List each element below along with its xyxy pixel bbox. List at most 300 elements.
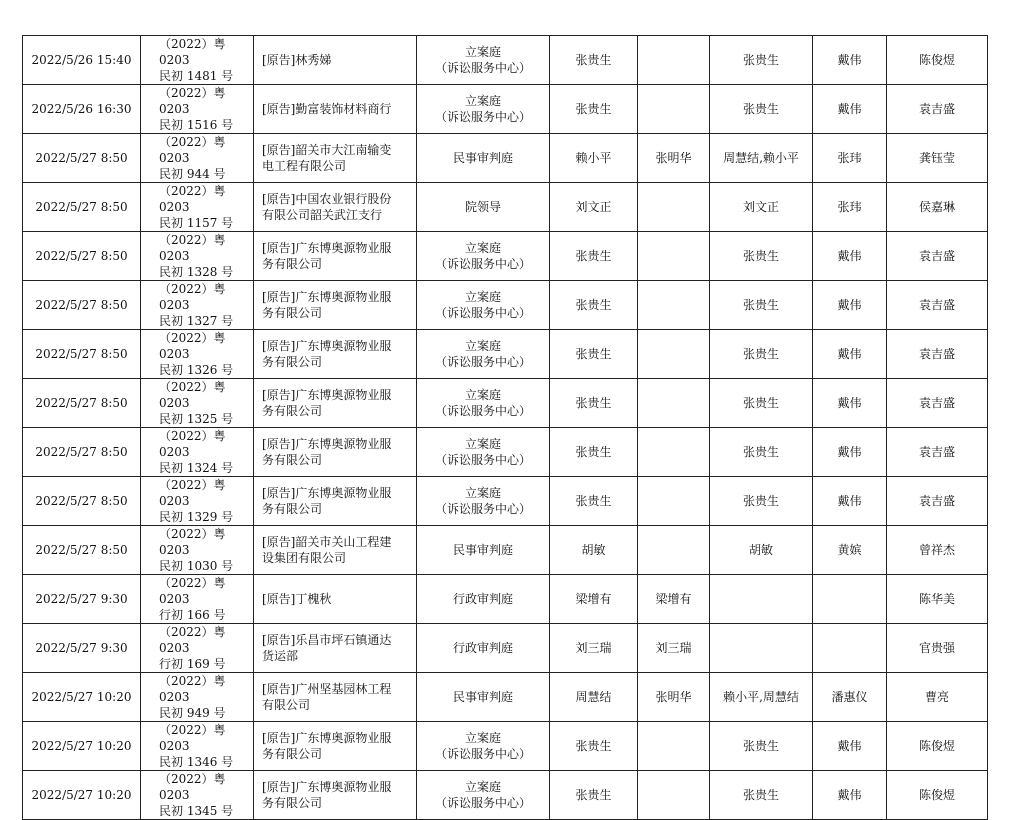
party-cell <box>254 281 417 330</box>
case-number-line: 民初 1516 号 <box>159 118 234 132</box>
panel-members-cell <box>710 771 813 820</box>
department-cell <box>417 771 550 820</box>
party-cell <box>254 330 417 379</box>
presiding-judge-cell <box>638 232 710 281</box>
assistant-line: 袁吉盛 <box>918 347 955 361</box>
clerk-line: 戴伟 <box>837 347 862 361</box>
presiding-judge-cell <box>638 330 710 379</box>
presiding-judge-cell <box>638 36 710 85</box>
department-line: （诉讼服务中心） <box>434 306 531 320</box>
department-line: 立案庭 <box>464 94 501 108</box>
clerk-line: 戴伟 <box>837 788 862 802</box>
assistant-line: 侯嘉琳 <box>918 200 955 214</box>
hearing-time-cell <box>23 36 141 85</box>
presiding-judge-cell <box>638 624 710 673</box>
judge-line: 周慧结 <box>575 690 612 704</box>
hearing-time-line: 2022/5/27 10:20 <box>31 739 132 753</box>
table-row <box>23 232 988 281</box>
hearing-time-cell <box>23 722 141 771</box>
clerk-line: 张玮 <box>837 200 862 214</box>
judge-cell <box>550 330 638 379</box>
assistant-line: 陈俊煜 <box>918 788 955 802</box>
party-line: [原告]乐昌市坪石镇通达 <box>262 633 392 647</box>
assistant-cell <box>887 526 988 575</box>
hearing-time-cell <box>23 330 141 379</box>
presiding-judge-cell <box>638 281 710 330</box>
assistant-line: 官贵强 <box>918 641 955 655</box>
clerk-line: 戴伟 <box>837 739 862 753</box>
judge-line: 刘三瑞 <box>575 641 612 655</box>
hearing-time-line: 2022/5/27 9:30 <box>35 641 128 655</box>
table-row <box>23 281 988 330</box>
presiding-judge-line: 刘三瑞 <box>655 641 692 655</box>
panel-members-cell <box>710 575 813 624</box>
department-line: 立案庭 <box>464 241 501 255</box>
party-cell <box>254 134 417 183</box>
panel-members-line: 胡敏 <box>748 543 773 557</box>
department-line: （诉讼服务中心） <box>434 355 531 369</box>
case-number-line: 民初 1324 号 <box>159 461 234 475</box>
party-line: 设集团有限公司 <box>262 551 347 565</box>
department-line: （诉讼服务中心） <box>434 61 531 75</box>
table-row <box>23 477 988 526</box>
case-number-line: （2022）粤 0203 <box>159 135 226 165</box>
hearing-time-line: 2022/5/27 8:50 <box>35 445 128 459</box>
case-number-line: （2022）粤 0203 <box>159 723 226 753</box>
assistant-line: 陈华美 <box>918 592 955 606</box>
party-line: [原告]广东博奥源物业服 <box>262 437 392 451</box>
case-number-cell <box>141 722 254 771</box>
panel-members-line: 张贵生 <box>742 102 779 116</box>
party-cell <box>254 36 417 85</box>
case-number-cell <box>141 134 254 183</box>
party-cell <box>254 428 417 477</box>
assistant-line: 袁吉盛 <box>918 445 955 459</box>
department-cell <box>417 526 550 575</box>
department-line: （诉讼服务中心） <box>434 502 531 516</box>
panel-members-cell <box>710 330 813 379</box>
department-line: （诉讼服务中心） <box>434 796 531 810</box>
party-cell <box>254 183 417 232</box>
judge-cell <box>550 526 638 575</box>
panel-members-cell <box>710 281 813 330</box>
assistant-line: 龚钰莹 <box>918 151 955 165</box>
hearing-time-cell <box>23 477 141 526</box>
department-cell <box>417 281 550 330</box>
case-number-line: （2022）粤 0203 <box>159 576 226 606</box>
judge-cell <box>550 183 638 232</box>
presiding-judge-cell <box>638 575 710 624</box>
presiding-judge-cell <box>638 771 710 820</box>
assistant-line: 袁吉盛 <box>918 102 955 116</box>
department-line: 立案庭 <box>464 45 501 59</box>
judge-line: 张贵生 <box>575 739 612 753</box>
presiding-judge-cell <box>638 379 710 428</box>
case-number-line: （2022）粤 0203 <box>159 37 226 67</box>
hearing-time-line: 2022/5/27 8:50 <box>35 200 128 214</box>
panel-members-cell <box>710 428 813 477</box>
assistant-line: 陈俊煜 <box>918 53 955 67</box>
panel-members-cell <box>710 183 813 232</box>
hearing-time-line: 2022/5/27 8:50 <box>35 249 128 263</box>
table-row <box>23 379 988 428</box>
clerk-cell <box>813 771 887 820</box>
party-line: [原告]韶关市大江南输变 <box>262 143 392 157</box>
party-line: [原告]广州坚基园林工程 <box>262 682 392 696</box>
case-number-cell <box>141 183 254 232</box>
department-line: （诉讼服务中心） <box>434 257 531 271</box>
judge-line: 张贵生 <box>575 347 612 361</box>
assistant-line: 袁吉盛 <box>918 298 955 312</box>
party-cell <box>254 624 417 673</box>
clerk-cell <box>813 428 887 477</box>
department-line: 立案庭 <box>464 437 501 451</box>
case-number-cell <box>141 526 254 575</box>
case-number-cell <box>141 673 254 722</box>
hearing-time-cell <box>23 379 141 428</box>
judge-cell <box>550 673 638 722</box>
judge-line: 赖小平 <box>575 151 612 165</box>
clerk-cell <box>813 134 887 183</box>
panel-members-line: 张贵生 <box>742 298 779 312</box>
hearing-time-cell <box>23 771 141 820</box>
department-cell <box>417 379 550 428</box>
party-line: 务有限公司 <box>262 257 323 271</box>
table-row <box>23 722 988 771</box>
assistant-cell <box>887 771 988 820</box>
clerk-line: 戴伟 <box>837 396 862 410</box>
hearing-time-line: 2022/5/27 9:30 <box>35 592 128 606</box>
panel-members-line: 张贵生 <box>742 445 779 459</box>
department-line: （诉讼服务中心） <box>434 110 531 124</box>
hearing-time-cell <box>23 673 141 722</box>
department-line: 立案庭 <box>464 388 501 402</box>
assistant-cell <box>887 379 988 428</box>
panel-members-cell <box>710 85 813 134</box>
party-line: 务有限公司 <box>262 453 323 467</box>
judge-cell <box>550 771 638 820</box>
hearing-time-cell <box>23 232 141 281</box>
party-cell <box>254 379 417 428</box>
judge-cell <box>550 281 638 330</box>
case-number-line: 民初 1346 号 <box>159 755 234 769</box>
table-row <box>23 36 988 85</box>
department-line: （诉讼服务中心） <box>434 453 531 467</box>
department-line: （诉讼服务中心） <box>434 747 531 761</box>
case-number-line: （2022）粤 0203 <box>159 478 226 508</box>
clerk-cell <box>813 575 887 624</box>
judge-cell <box>550 575 638 624</box>
case-number-line: 民初 1329 号 <box>159 510 234 524</box>
party-line: [原告]林秀娣 <box>262 53 332 67</box>
party-line: 有限公司 <box>262 698 311 712</box>
assistant-cell <box>887 232 988 281</box>
department-line: 民事审判庭 <box>452 543 513 557</box>
assistant-line: 袁吉盛 <box>918 249 955 263</box>
department-cell <box>417 428 550 477</box>
party-line: [原告]广东博奥源物业服 <box>262 731 392 745</box>
judge-cell <box>550 379 638 428</box>
case-number-line: 民初 1326 号 <box>159 363 234 377</box>
case-number-cell <box>141 771 254 820</box>
panel-members-line: 张贵生 <box>742 53 779 67</box>
presiding-judge-cell <box>638 85 710 134</box>
hearing-time-line: 2022/5/27 8:50 <box>35 396 128 410</box>
party-cell <box>254 575 417 624</box>
case-number-cell <box>141 85 254 134</box>
panel-members-cell <box>710 134 813 183</box>
panel-members-line: 刘文正 <box>742 200 779 214</box>
assistant-line: 袁吉盛 <box>918 494 955 508</box>
case-number-cell <box>141 428 254 477</box>
hearing-time-line: 2022/5/27 8:50 <box>35 494 128 508</box>
case-number-line: （2022）粤 0203 <box>159 674 226 704</box>
party-line: [原告]广东博奥源物业服 <box>262 388 392 402</box>
department-cell <box>417 36 550 85</box>
judge-line: 张贵生 <box>575 494 612 508</box>
table-row <box>23 771 988 820</box>
table-row <box>23 428 988 477</box>
hearing-time-cell <box>23 624 141 673</box>
hearing-schedule-table <box>22 35 988 820</box>
hearing-time-line: 2022/5/27 10:20 <box>31 788 132 802</box>
party-line: 务有限公司 <box>262 796 323 810</box>
assistant-cell <box>887 477 988 526</box>
party-cell <box>254 85 417 134</box>
judge-line: 梁增有 <box>575 592 612 606</box>
hearing-time-line: 2022/5/27 10:20 <box>31 690 132 704</box>
party-line: 货运部 <box>262 649 299 663</box>
clerk-line: 戴伟 <box>837 53 862 67</box>
hearing-time-line: 2022/5/27 8:50 <box>35 347 128 361</box>
case-number-cell <box>141 379 254 428</box>
table-row <box>23 85 988 134</box>
panel-members-cell <box>710 36 813 85</box>
case-number-line: 民初 1328 号 <box>159 265 234 279</box>
case-number-line: 民初 944 号 <box>159 167 226 181</box>
presiding-judge-cell <box>638 183 710 232</box>
judge-line: 张贵生 <box>575 298 612 312</box>
judge-cell <box>550 722 638 771</box>
hearing-time-cell <box>23 281 141 330</box>
hearing-time-line: 2022/5/26 16:30 <box>31 102 132 116</box>
panel-members-cell <box>710 477 813 526</box>
judge-line: 张贵生 <box>575 249 612 263</box>
assistant-cell <box>887 428 988 477</box>
hearing-time-line: 2022/5/27 8:50 <box>35 543 128 557</box>
panel-members-cell <box>710 624 813 673</box>
schedule-rows <box>23 36 988 820</box>
panel-members-line: 张贵生 <box>742 788 779 802</box>
presiding-judge-cell <box>638 673 710 722</box>
party-line: 务有限公司 <box>262 306 323 320</box>
party-line: 务有限公司 <box>262 747 323 761</box>
panel-members-cell <box>710 232 813 281</box>
case-number-line: （2022）粤 0203 <box>159 86 226 116</box>
party-line: 务有限公司 <box>262 404 323 418</box>
case-number-line: 民初 1030 号 <box>159 559 234 573</box>
table-row <box>23 183 988 232</box>
presiding-judge-cell <box>638 134 710 183</box>
assistant-line: 陈俊煜 <box>918 739 955 753</box>
case-number-line: 民初 1157 号 <box>159 216 234 230</box>
hearing-time-cell <box>23 428 141 477</box>
clerk-cell <box>813 379 887 428</box>
assistant-line: 曹亮 <box>924 690 949 704</box>
hearing-time-cell <box>23 134 141 183</box>
hearing-time-cell <box>23 85 141 134</box>
assistant-cell <box>887 722 988 771</box>
clerk-line: 戴伟 <box>837 249 862 263</box>
panel-members-line: 张贵生 <box>742 249 779 263</box>
hearing-time-cell <box>23 183 141 232</box>
panel-members-line: 张贵生 <box>742 396 779 410</box>
clerk-line: 黄嫔 <box>837 543 862 557</box>
case-number-line: 行初 169 号 <box>159 657 226 671</box>
judge-line: 张贵生 <box>575 102 612 116</box>
party-line: 有限公司韶关武江支行 <box>262 208 383 222</box>
department-line: 立案庭 <box>464 339 501 353</box>
department-line: 行政审判庭 <box>452 592 513 606</box>
presiding-judge-line: 张明华 <box>655 690 692 704</box>
case-number-line: 民初 949 号 <box>159 706 226 720</box>
department-cell <box>417 85 550 134</box>
department-cell <box>417 722 550 771</box>
presiding-judge-cell <box>638 722 710 771</box>
table-row <box>23 526 988 575</box>
department-cell <box>417 575 550 624</box>
judge-cell <box>550 624 638 673</box>
assistant-cell <box>887 134 988 183</box>
department-line: 民事审判庭 <box>452 690 513 704</box>
judge-line: 胡敏 <box>581 543 606 557</box>
department-cell <box>417 183 550 232</box>
presiding-judge-cell <box>638 526 710 575</box>
department-line: 行政审判庭 <box>452 641 513 655</box>
clerk-line: 戴伟 <box>837 102 862 116</box>
clerk-cell <box>813 281 887 330</box>
case-number-cell <box>141 575 254 624</box>
case-number-line: 民初 1481 号 <box>159 69 234 83</box>
party-cell <box>254 673 417 722</box>
assistant-cell <box>887 85 988 134</box>
clerk-line: 戴伟 <box>837 494 862 508</box>
party-line: 务有限公司 <box>262 502 323 516</box>
clerk-line: 戴伟 <box>837 445 862 459</box>
department-cell <box>417 330 550 379</box>
clerk-cell <box>813 36 887 85</box>
panel-members-cell <box>710 673 813 722</box>
panel-members-line: 张贵生 <box>742 347 779 361</box>
department-line: 立案庭 <box>464 780 501 794</box>
case-number-line: （2022）粤 0203 <box>159 429 226 459</box>
department-cell <box>417 232 550 281</box>
judge-cell <box>550 428 638 477</box>
case-number-line: （2022）粤 0203 <box>159 625 226 655</box>
hearing-time-line: 2022/5/27 8:50 <box>35 298 128 312</box>
assistant-cell <box>887 673 988 722</box>
department-line: 立案庭 <box>464 290 501 304</box>
presiding-judge-line: 张明华 <box>655 151 692 165</box>
party-line: 电工程有限公司 <box>262 159 347 173</box>
clerk-cell <box>813 673 887 722</box>
party-cell <box>254 722 417 771</box>
judge-line: 刘文正 <box>575 200 612 214</box>
table-row <box>23 624 988 673</box>
case-number-line: 行初 166 号 <box>159 608 226 622</box>
department-cell <box>417 134 550 183</box>
clerk-cell <box>813 85 887 134</box>
case-number-line: （2022）粤 0203 <box>159 282 226 312</box>
case-number-cell <box>141 36 254 85</box>
department-cell <box>417 477 550 526</box>
table-row <box>23 134 988 183</box>
judge-cell <box>550 134 638 183</box>
table-row <box>23 673 988 722</box>
case-number-cell <box>141 477 254 526</box>
case-number-line: （2022）粤 0203 <box>159 380 226 410</box>
table-row <box>23 575 988 624</box>
party-cell <box>254 526 417 575</box>
panel-members-line: 张贵生 <box>742 494 779 508</box>
panel-members-cell <box>710 379 813 428</box>
department-line: 民事审判庭 <box>452 151 513 165</box>
assistant-cell <box>887 575 988 624</box>
assistant-cell <box>887 624 988 673</box>
clerk-line: 戴伟 <box>837 298 862 312</box>
party-line: [原告]中国农业银行股份 <box>262 192 392 206</box>
assistant-cell <box>887 281 988 330</box>
assistant-line: 袁吉盛 <box>918 396 955 410</box>
department-cell <box>417 673 550 722</box>
judge-line: 张贵生 <box>575 396 612 410</box>
assistant-cell <box>887 36 988 85</box>
party-line: 务有限公司 <box>262 355 323 369</box>
case-number-line: 民初 1325 号 <box>159 412 234 426</box>
panel-members-line: 周慧结,赖小平 <box>723 151 799 165</box>
department-line: 立案庭 <box>464 731 501 745</box>
clerk-cell <box>813 330 887 379</box>
case-number-cell <box>141 232 254 281</box>
clerk-cell <box>813 477 887 526</box>
hearing-time-cell <box>23 526 141 575</box>
case-number-line: 民初 1327 号 <box>159 314 234 328</box>
judge-cell <box>550 85 638 134</box>
assistant-cell <box>887 330 988 379</box>
judge-cell <box>550 36 638 85</box>
party-line: [原告]广东博奥源物业服 <box>262 486 392 500</box>
party-line: [原告]勤富装饰材料商行 <box>262 102 392 116</box>
hearing-time-line: 2022/5/26 15:40 <box>31 53 132 67</box>
party-line: [原告]广东博奥源物业服 <box>262 241 392 255</box>
clerk-cell <box>813 624 887 673</box>
presiding-judge-line: 梁增有 <box>655 592 692 606</box>
department-line: 院领导 <box>464 200 501 214</box>
judge-line: 张贵生 <box>575 445 612 459</box>
judge-line: 张贵生 <box>575 788 612 802</box>
department-line: 立案庭 <box>464 486 501 500</box>
judge-line: 张贵生 <box>575 53 612 67</box>
case-number-line: （2022）粤 0203 <box>159 184 226 214</box>
panel-members-line: 赖小平,周慧结 <box>723 690 799 704</box>
hearing-schedule-sheet <box>22 35 988 820</box>
presiding-judge-cell <box>638 477 710 526</box>
clerk-cell <box>813 183 887 232</box>
case-number-cell <box>141 624 254 673</box>
case-number-line: （2022）粤 0203 <box>159 527 226 557</box>
case-number-line: （2022）粤 0203 <box>159 772 226 802</box>
case-number-line: （2022）粤 0203 <box>159 331 226 361</box>
